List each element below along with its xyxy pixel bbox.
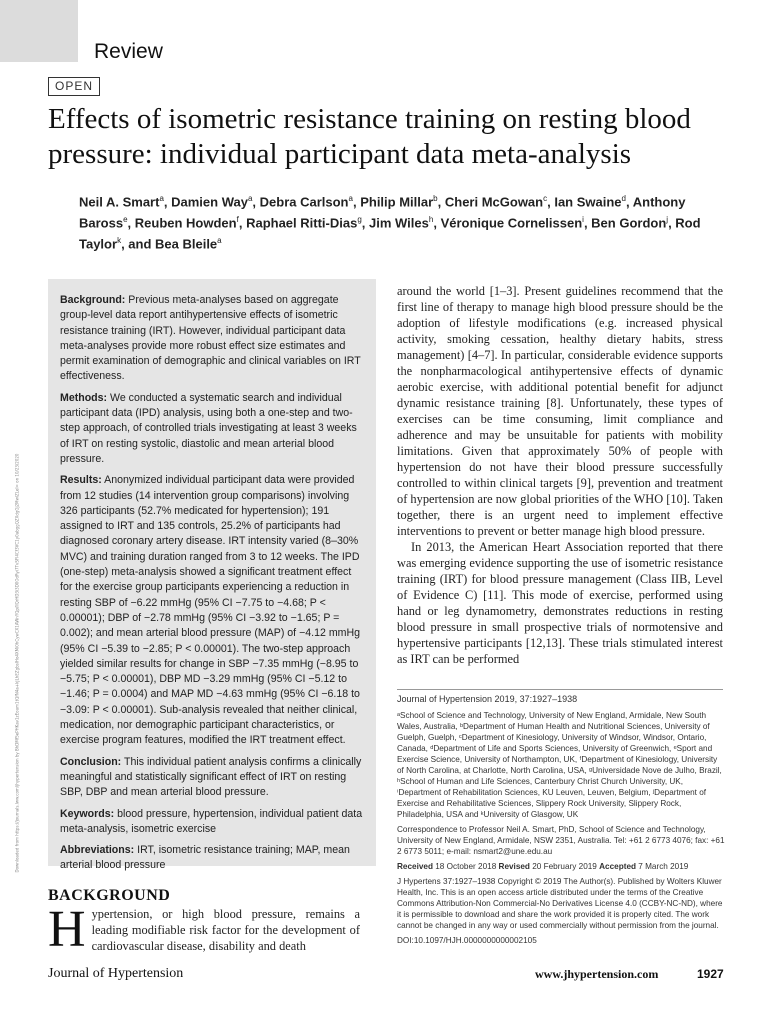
author[interactable]: Rod Taylor: [79, 215, 701, 251]
author[interactable]: Raphael Ritti-Dias: [246, 215, 358, 231]
body-column-2: [397, 283, 723, 667]
footnotes: [397, 710, 725, 950]
article-title: Effects of isometric resistance training on resting blood pressure: individual participant data meta-analysis: [48, 103, 691, 170]
drop-cap: H: [48, 901, 86, 958]
author[interactable]: Philip Millar: [360, 194, 434, 210]
body-paragraph: around the world [1–3]. Present guidelines recommend that the first line of therapy to manage high blood pressure should be the adoption of lifestyle modifications (e.g. increased physical activity, smoking cessation, healthy dietary habits, stress management) [4–7]. In particular, considerable evidence supports the nonpharmacological antihypertensive effects of dynamic aerobic exercise, with additional potential benefit for adjunct dynamic resistance training [8]. Unfortunately, these types of exercises can be time consuming, limit compliance and adherence and may be unsuitable for patients with mobility limitations. Given that approximately 50% of people with hypertension do not have their blood pressure successfully controlled to within clinical targets [9], prevention and treatment of hypertension are now global priorities of the WHO [10]. Taken together, there is an urgent need to implement effective interventions to prevent or better manage high blood pressure.: [397, 284, 723, 538]
page-number: 1927: [697, 967, 724, 981]
abstract-keywords: Keywords: blood pressure, hypertension, individual patient data meta-analysis, isometric exercise: [60, 807, 363, 835]
open-access-badge: OPEN: [48, 77, 100, 96]
author[interactable]: Damien Way: [171, 194, 248, 210]
footer-url-link[interactable]: www.jhypertension.com: [535, 967, 659, 981]
author[interactable]: Jim Wiles: [369, 215, 429, 231]
author[interactable]: Cheri McGowan: [444, 194, 544, 210]
affiliations: ᵃSchool of Science and Technology, University of New England, Armidale, New South Wales, Australia, ᵇDepartment of Human Health and Nutritional Sciences, University of Guelph, Guelph, ᶜDepartment of Kinesiology, University of Windsor, Windsor, Ontario, Canada, ᵈDepartment of Life and Sports Sciences, University of Greenwich, ᵉSport and Exercise Science, University of Northampton, UK, ᶠDepartment of Kinesiology, University of North Carolina, at Charlotte, North Carolina, USA, ᵍUniversidade Nove de Julho, Brazil, ʰSchool of Human and Life Sciences, Canterbury Christ Church University, UK, ⁱDepartment of Rehabilitation Sciences, KU Leuven, Leuven, Belgium, ʲDepartment of Exercise and Rehabilitative Sciences, Slippery Rock University, Slippery Rock, Philadelphia, USA and ᵏUniversity of Glasgow, UK: [397, 711, 722, 819]
background-heading: BACKGROUND: [48, 887, 171, 904]
author-list: Neil A. Smart$^a$, Damien Way$^a$, Debra Carlson$^a$, Philip Millar$^b$, Cheri McGowan$^c$, Ian Swaine$^d$, Anthony Baross$^e$, Reuben Howden$^f$, Raphael Ritti-Dias$^g$, Jim Wiles$^h$, Véronique Cornelissen$^i$, Ben Gordon$^j$, Rod Taylor$^k$, and Bea Bleile$^a$: [79, 194, 701, 251]
doi-link[interactable]: DOI:10.1097/HJH.0000000000002105: [397, 936, 537, 945]
download-watermark: [12, 215, 22, 875]
author[interactable]: Véronique Cornelissen: [440, 215, 583, 231]
author[interactable]: Ben Gordon: [591, 215, 667, 231]
abstract-methods: Methods: We conducted a systematic search and individual participant data (IPD) analysis, using both a one-step and two-step approach, of controlled trials investigating at least 3 weeks of IRT on resting systolic, diastolic and mean arterial blood pressure.: [60, 391, 357, 465]
received-dates: Received 18 October 2018 Revised 20 February 2019 Accepted 7 March 2019: [397, 862, 689, 871]
corner-block: [0, 0, 78, 62]
body-paragraph: In 2013, the American Heart Association reported that there was emerging evidence supporting the use of isometric resistance training (IRT) for blood pressure management (Class IIB, Level of Evidence C) [11]. This mode of exercise, performed using hand or leg dynamometry, demonstrates reductions in resting blood pressure in small prospective trials of normotensive and hypertensive participants [12,13]. These trials stimulated interest as IRT can be performed: [397, 540, 723, 666]
author[interactable]: Anthony Baross: [79, 194, 686, 231]
author[interactable]: Neil A. Smart: [79, 194, 160, 210]
correspondence: Correspondence to Professor Neil A. Smart, PhD, School of Science and Technology, University of New England, Armidale, NSW 2351, Australia. Tel: +61 2 6773 4076; fax: +61 2 6773 5011; e-mail: nsmart2@une.edu.au: [397, 825, 725, 856]
download-note: Downloaded from https://journals.lww.com/jhypertension by BhDMf5ePHKav1zEoum1tQfN4a+kJLhEZgbsIHo4XMi0hCywCX1AWnYQp/IlQrHD3i3D0OdRyi7TvSFl4Cf3VC1y0abggQZXdgGj2MwlZLeI= on 10/23/2020: [14, 453, 20, 873]
abstract-conclusion: Conclusion: This individual patient analysis confirms a clinically meaningful and statistically significant effect of IRT on resting SBP, DBP and mean arterial blood pressure.: [60, 755, 362, 799]
author[interactable]: Bea Bleile: [155, 235, 218, 251]
author[interactable]: Reuben Howden: [134, 215, 237, 231]
author[interactable]: Debra Carlson: [259, 194, 349, 210]
copyright-notice: J Hypertens 37:1927–1938 Copyright © 2019 The Author(s). Published by Wolters Kluwer Health, Inc. This is an open access article distributed under the terms of the Creative Commons Attribution-Non Commercial-No Derivatives License 4.0 (CCBY-NC-ND), where it is permissible to download and share the work provided it is properly cited. The work cannot be changed in any way or used commercially without permission from the journal.: [397, 877, 723, 930]
abstract-background: Background: Previous meta-analyses based on aggregate group-level data report antihypertensive effects of isometric resistance training (IRT). However, individual participant data meta-analyses provide more robust effect size estimates and permit examination of demographic and clinical variables on IRT effectiveness.: [60, 294, 361, 383]
footnote-divider: [397, 689, 723, 690]
abstract-results: Results: Anonymized individual participant data were provided from 12 studies (14 intervention group comparisons) involving 326 participants (52.7% medicated for hypertension); 191 assigned to IRT and 135 controls, 25.2% of participants had diagnosed coronary artery disease. IRT intensity varied (8–30% MVC) and training duration ranged from 3 to 12 weeks. The IPD (one-step) meta-analysis showed a significant treatment effect for the exercise group participants experiencing a reduction in resting SBP of −6.22 mmHg (95% CI −7.75 to −4.68; P < 0.00001); DBP of −2.78 mmHg (95% CI −3.92 to −1.65; P = 0.002); and mean arterial blood pressure (MAP) of −4.12 mmHg (95% CI −5.39 to −2.85; P < 0.00001). The two-step approach yielded similar results for change in SBP −7.35 mmHg (−8.95 to −5.75; P < 0.00001), DBP MD −3.29 mmHg (95% CI −5.12 to −1.46; P = 0.0004) and MAP MD −4.63 mmHg (95% CI −6.18 to −3.09: P < 0.00001). Sub-analysis revealed that neither clinical, medication, nor demographic participant characteristics, or exercise program features, modified the IRT treatment effect.: [60, 474, 361, 747]
background-text: Hypertension, or high blood pressure, remains a leading modifiable risk factor for the development of cardiovascular disease, disability and death: [48, 901, 360, 958]
author[interactable]: Ian Swaine: [554, 194, 622, 210]
abstract-box: [48, 279, 376, 872]
footer-journal-name: Journal of Hypertension: [48, 966, 184, 981]
section-label: Review: [94, 40, 163, 63]
abstract-abbreviations: Abbreviations: IRT, isometric resistance training; MAP, mean arterial blood pressure: [60, 844, 350, 872]
journal-reference: Journal of Hypertension 2019, 37:1927–1938: [397, 694, 578, 704]
